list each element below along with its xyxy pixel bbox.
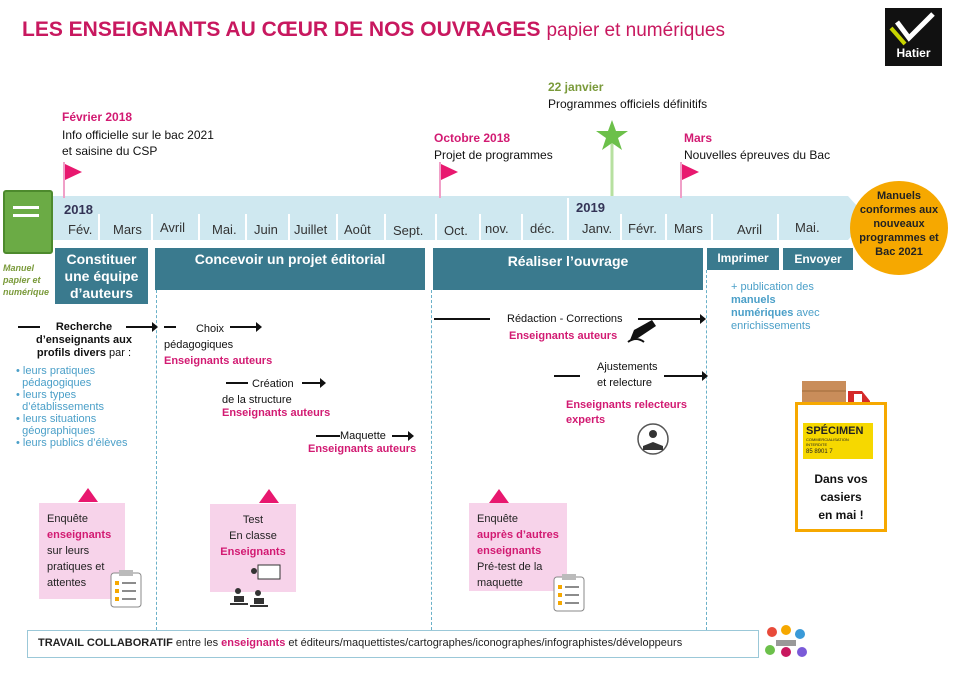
event-date: 22 janvier bbox=[548, 80, 604, 94]
year-2019: 2019 bbox=[576, 200, 605, 215]
month-label: Mars bbox=[674, 221, 703, 236]
ajust-text: Ajustements bbox=[597, 361, 658, 373]
creation-text: de la structure bbox=[222, 394, 292, 406]
redaction-authors: Enseignants auteurs bbox=[509, 330, 618, 342]
creation-text: Création bbox=[252, 378, 294, 390]
final-badge-text bbox=[850, 189, 948, 259]
choix-text: pédagogiques bbox=[164, 339, 234, 351]
col1-line: d’enseignants aux bbox=[36, 334, 132, 346]
page-title bbox=[22, 18, 725, 42]
bullet-item: leurs types bbox=[22, 389, 77, 401]
year-2018: 2018 bbox=[64, 202, 93, 217]
triangle-icon bbox=[258, 488, 280, 504]
specimen-line: casiers bbox=[820, 490, 862, 504]
note-line: enseignants bbox=[47, 529, 112, 541]
col1-line: profils divers bbox=[36, 347, 106, 359]
hatier-logo bbox=[885, 8, 942, 66]
col4-line: numériques bbox=[731, 307, 794, 319]
flag-icon bbox=[677, 160, 701, 200]
flag-icon bbox=[436, 160, 460, 200]
footer-text: et éditeurs/maquettistes/cartographes/iconographes/infographistes/développeurs bbox=[285, 637, 683, 649]
specimen-text bbox=[797, 470, 885, 524]
book-label-2: papier et bbox=[3, 275, 41, 285]
specimen-small: COMMERCIALISATION INTERDITE bbox=[806, 437, 849, 447]
event-text: Info officielle sur le bac 2021 bbox=[62, 128, 214, 142]
specimen-code: 85 8901 7 bbox=[806, 449, 833, 455]
badge-line: Manuels bbox=[876, 190, 921, 202]
note-line: pratiques et bbox=[47, 561, 105, 573]
triangle-icon bbox=[488, 488, 510, 504]
month-label: Mai. bbox=[212, 222, 237, 237]
note-line: Enquête bbox=[47, 513, 88, 525]
people-icon bbox=[762, 622, 810, 666]
note-line: Pré-test de la bbox=[477, 561, 543, 573]
relect-authors: experts bbox=[566, 414, 606, 426]
phase-constituer bbox=[55, 248, 148, 304]
month-label: Avril bbox=[737, 222, 763, 237]
month-label: Janv. bbox=[582, 221, 613, 236]
divider bbox=[156, 290, 157, 630]
footer-pink: enseignants bbox=[221, 637, 286, 649]
event-text: et saisine du CSP bbox=[62, 144, 158, 158]
event-date: Mars bbox=[684, 131, 713, 145]
bullet-item: leurs publics d’élèves bbox=[22, 437, 128, 449]
maquette-text: Maquette bbox=[340, 430, 386, 442]
badge-line: Bac 2021 bbox=[875, 246, 923, 258]
phase-envoyer: Envoyer bbox=[783, 248, 853, 270]
col4-line: enrichissements bbox=[731, 320, 811, 332]
note-line: sur leurs bbox=[47, 545, 90, 557]
event-text: Programmes officiels définitifs bbox=[548, 97, 708, 111]
book-label bbox=[3, 262, 49, 298]
footer-lead: TRAVAIL COLLABORATIF bbox=[38, 637, 173, 649]
triangle-icon bbox=[77, 487, 99, 503]
choix-text: Choix bbox=[195, 323, 225, 335]
month-separators bbox=[0, 196, 870, 244]
badge-line: nouveaux bbox=[873, 218, 925, 230]
phase-concevoir: Concevoir un projet éditorial bbox=[155, 248, 425, 290]
month-label: Mars bbox=[113, 222, 142, 237]
bullet-item: pédagogiques bbox=[22, 377, 92, 389]
clipboard-icon bbox=[551, 573, 587, 613]
note-line: auprès d’autres bbox=[477, 529, 559, 541]
bullet-item: leurs pratiques bbox=[22, 365, 96, 377]
col4-line: avec bbox=[793, 307, 820, 319]
specimen-tag bbox=[803, 423, 873, 459]
specimen-line: Dans vos bbox=[814, 472, 868, 486]
month-label: Fév. bbox=[68, 222, 93, 237]
relect-authors: Enseignants relecteurs bbox=[566, 399, 688, 411]
note-line: Enquête bbox=[477, 513, 518, 525]
note-line: maquette bbox=[477, 577, 523, 589]
note-line: attentes bbox=[47, 577, 87, 589]
month-label: déc. bbox=[530, 221, 555, 236]
note-line: Enseignants bbox=[220, 546, 286, 558]
col1-text bbox=[14, 321, 154, 360]
badge-line: programmes et bbox=[859, 232, 939, 244]
clipboard-icon bbox=[108, 569, 144, 609]
maquette-authors: Enseignants auteurs bbox=[308, 443, 417, 455]
col1-line: par : bbox=[106, 347, 132, 359]
event-text: Projet de programmes bbox=[434, 148, 553, 162]
note-line: En classe bbox=[229, 530, 277, 542]
month-label: Juin bbox=[254, 222, 278, 237]
footer-text: entre les bbox=[172, 637, 222, 649]
month-label: Avril bbox=[160, 220, 186, 235]
col4-line: + publication des bbox=[731, 281, 814, 293]
month-label: Oct. bbox=[444, 223, 468, 238]
note-line: enseignants bbox=[477, 545, 542, 557]
bullet-item: géographiques bbox=[22, 425, 95, 437]
specimen-line: en mai ! bbox=[818, 508, 864, 522]
title-main: LES ENSEIGNANTS AU CŒUR DE NOS OUVRAGES bbox=[22, 18, 541, 41]
month-label: Juillet bbox=[294, 222, 328, 237]
reader-icon bbox=[636, 422, 670, 456]
footer-bar bbox=[27, 630, 759, 658]
month-label: Août bbox=[344, 222, 371, 237]
flag-icon bbox=[60, 160, 84, 200]
phase-text: Constituer bbox=[66, 251, 137, 267]
book-label-1: Manuel bbox=[3, 263, 35, 273]
col4-text bbox=[731, 281, 820, 333]
month-label: Sept. bbox=[393, 223, 424, 238]
event-date: Octobre 2018 bbox=[434, 131, 511, 145]
month-label: Mai. bbox=[795, 220, 820, 235]
phase-imprimer: Imprimer bbox=[707, 248, 779, 270]
month-label: nov. bbox=[485, 221, 509, 236]
pen-icon bbox=[626, 318, 660, 344]
month-label: Févr. bbox=[628, 221, 657, 236]
choix-authors: Enseignants auteurs bbox=[164, 355, 273, 367]
classroom-icon bbox=[228, 563, 284, 615]
creation-authors: Enseignants auteurs bbox=[222, 407, 331, 419]
event-text: Nouvelles épreuves du Bac bbox=[684, 148, 831, 162]
event-date: Février 2018 bbox=[62, 110, 133, 124]
check-icon bbox=[885, 8, 942, 48]
star-icon bbox=[594, 118, 630, 198]
badge-line: conformes aux bbox=[859, 204, 939, 216]
ajust-text: et relecture bbox=[597, 377, 653, 389]
title-subtitle: papier et numériques bbox=[546, 20, 725, 41]
bullet-item: leurs situations bbox=[22, 413, 97, 425]
specimen-label: SPÉCIMEN bbox=[806, 425, 864, 437]
book-label-3: numérique bbox=[3, 287, 50, 297]
col4-line: manuels bbox=[731, 294, 776, 306]
redaction-text: Rédaction - Corrections bbox=[507, 313, 623, 325]
bullet-item: d’établissements bbox=[22, 401, 105, 413]
phase-realiser: Réaliser l’ouvrage bbox=[433, 248, 703, 290]
col1-bullets: • leurs pratiques pédagogiques • leurs types d’établissements • leurs situations géographiques • leurs publics d’élèves bbox=[16, 365, 128, 449]
logo-text: Hatier bbox=[896, 46, 931, 60]
col1-line: Recherche bbox=[55, 321, 113, 333]
note-line: Test bbox=[242, 514, 264, 526]
divider bbox=[431, 290, 432, 630]
phase-text: d’auteurs bbox=[69, 285, 133, 301]
phase-text: une équipe bbox=[64, 268, 139, 284]
